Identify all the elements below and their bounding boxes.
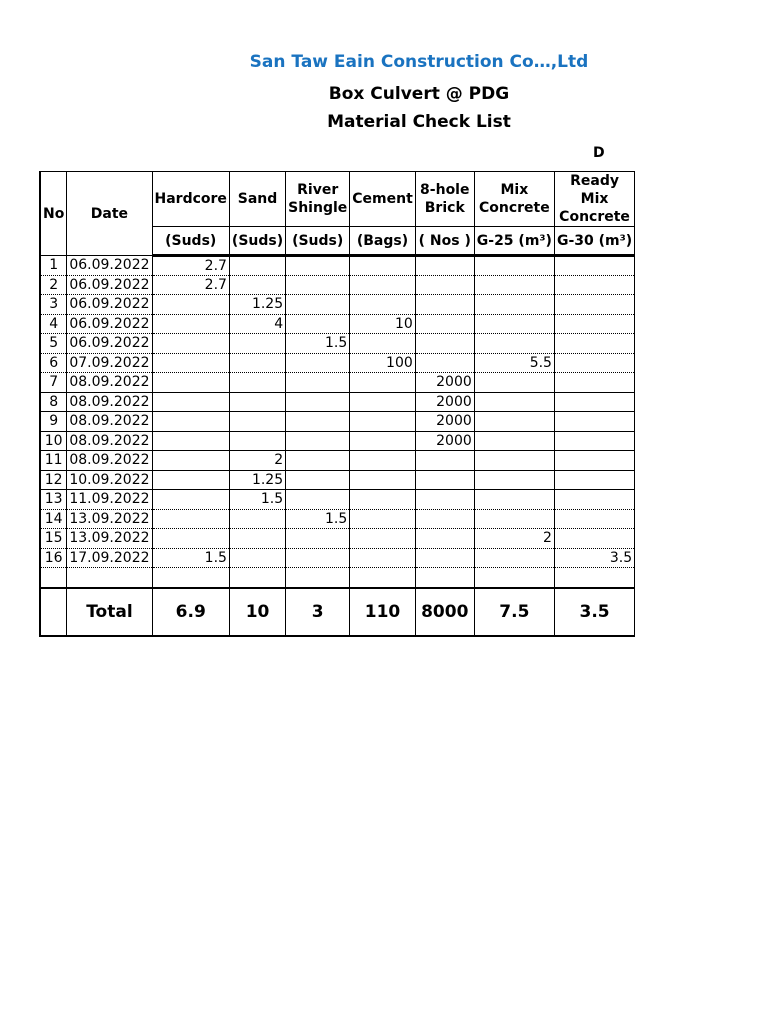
row-mix-concrete: [474, 295, 554, 315]
row-sand: [229, 373, 285, 393]
unit-river-shingle: (Suds): [286, 227, 350, 256]
row-mix-concrete: [474, 470, 554, 490]
unit-sand: (Suds): [229, 227, 285, 256]
header-cement: Cement: [350, 172, 416, 227]
row-river-shingle: [286, 353, 350, 373]
unit-ready-mix: G-30 (m³): [554, 227, 634, 256]
row-date: 11.09.2022: [67, 490, 152, 510]
row-river-shingle: [286, 470, 350, 490]
row-no: 9: [40, 412, 67, 432]
row-ready-mix: [554, 451, 634, 471]
row-mix-concrete: [474, 490, 554, 510]
row-date: 13.09.2022: [67, 529, 152, 549]
row-cement: [350, 529, 416, 549]
row-sand: [229, 509, 285, 529]
total-brick: 8000: [415, 588, 474, 636]
table-row: [40, 412, 635, 432]
row-ready-mix: [554, 529, 634, 549]
row-brick: 2000: [415, 431, 474, 451]
row-cement: [350, 275, 416, 295]
document-subtitle: Material Check List: [327, 112, 511, 132]
row-ready-mix: [554, 334, 634, 354]
row-mix-concrete: [474, 334, 554, 354]
row-river-shingle: [286, 548, 350, 568]
row-cement: [350, 451, 416, 471]
table-row: [40, 470, 635, 490]
row-date: 10.09.2022: [67, 470, 152, 490]
row-brick: 2000: [415, 392, 474, 412]
row-hardcore: [152, 353, 229, 373]
row-ready-mix: [554, 314, 634, 334]
row-cement: [350, 295, 416, 315]
row-cement: [350, 470, 416, 490]
row-brick: [415, 509, 474, 529]
row-no: 2: [40, 275, 67, 295]
row-sand: 2: [229, 451, 285, 471]
row-brick: [415, 529, 474, 549]
row-date: 06.09.2022: [67, 275, 152, 295]
table-row: [40, 392, 635, 412]
row-cement: [350, 509, 416, 529]
row-cement: 100: [350, 353, 416, 373]
row-hardcore: 2.7: [152, 275, 229, 295]
row-mix-concrete: [474, 412, 554, 432]
table-row: [40, 256, 635, 276]
row-date: 06.09.2022: [67, 295, 152, 315]
row-ready-mix: [554, 275, 634, 295]
table-row: [40, 568, 635, 589]
row-sand: [229, 412, 285, 432]
document-title: Box Culvert @ PDG: [328, 84, 510, 104]
row-river-shingle: 1.5: [286, 509, 350, 529]
row-hardcore: [152, 568, 229, 589]
total-label: Total: [67, 588, 152, 636]
row-hardcore: 1.5: [152, 548, 229, 568]
table-row: [40, 509, 635, 529]
row-date: 07.09.2022: [67, 353, 152, 373]
table-row: [40, 275, 635, 295]
row-no: 15: [40, 529, 67, 549]
row-river-shingle: [286, 451, 350, 471]
table-row: [40, 431, 635, 451]
row-date: 17.09.2022: [67, 548, 152, 568]
row-ready-mix: [554, 353, 634, 373]
row-mix-concrete: [474, 548, 554, 568]
row-ready-mix: [554, 470, 634, 490]
row-sand: 1.5: [229, 490, 285, 510]
row-river-shingle: [286, 314, 350, 334]
table-row: [40, 373, 635, 393]
table-row: [40, 548, 635, 568]
header-ready-mix: Ready Mix Concrete: [554, 172, 634, 227]
row-brick: 2000: [415, 373, 474, 393]
row-brick: 2000: [415, 412, 474, 432]
row-brick: [415, 568, 474, 589]
row-no: 12: [40, 470, 67, 490]
row-no: [40, 568, 67, 589]
row-mix-concrete: 5.5: [474, 353, 554, 373]
header-mix-concrete: Mix Concrete: [474, 172, 554, 227]
row-ready-mix: [554, 490, 634, 510]
row-hardcore: [152, 529, 229, 549]
row-cement: [350, 490, 416, 510]
table-row: [40, 353, 635, 373]
row-no: 14: [40, 509, 67, 529]
header-river-shingle: River Shingle: [286, 172, 350, 227]
row-mix-concrete: [474, 431, 554, 451]
total-cement: 110: [350, 588, 416, 636]
row-ready-mix: [554, 295, 634, 315]
row-cement: [350, 568, 416, 589]
row-no: 6: [40, 353, 67, 373]
table-row: [40, 451, 635, 471]
row-date: 08.09.2022: [67, 392, 152, 412]
row-date: 08.09.2022: [67, 451, 152, 471]
row-river-shingle: [286, 392, 350, 412]
row-date: 06.09.2022: [67, 314, 152, 334]
row-cement: [350, 431, 416, 451]
row-cement: [350, 334, 416, 354]
row-ready-mix: 3.5: [554, 548, 634, 568]
row-ready-mix: [554, 392, 634, 412]
unit-cement: (Bags): [350, 227, 416, 256]
row-mix-concrete: 2: [474, 529, 554, 549]
row-sand: [229, 568, 285, 589]
total-river-shingle: 3: [286, 588, 350, 636]
row-brick: [415, 470, 474, 490]
row-date: 13.09.2022: [67, 509, 152, 529]
row-cement: [350, 412, 416, 432]
row-no: 1: [40, 256, 67, 276]
material-check-table: [39, 171, 635, 637]
row-mix-concrete: [474, 256, 554, 276]
row-hardcore: [152, 373, 229, 393]
row-river-shingle: [286, 295, 350, 315]
row-ready-mix: [554, 431, 634, 451]
row-river-shingle: [286, 490, 350, 510]
row-hardcore: [152, 314, 229, 334]
row-hardcore: [152, 451, 229, 471]
row-hardcore: 2.7: [152, 256, 229, 276]
row-ready-mix: [554, 568, 634, 589]
row-date: 06.09.2022: [67, 256, 152, 276]
row-date: [67, 568, 152, 589]
row-river-shingle: [286, 256, 350, 276]
row-sand: [229, 353, 285, 373]
row-mix-concrete: [474, 568, 554, 589]
unit-mix-concrete: G-25 (m³): [474, 227, 554, 256]
row-mix-concrete: [474, 509, 554, 529]
row-no: 10: [40, 431, 67, 451]
row-brick: [415, 490, 474, 510]
table-row: [40, 295, 635, 315]
row-river-shingle: [286, 412, 350, 432]
row-no: 3: [40, 295, 67, 315]
row-ready-mix: [554, 256, 634, 276]
header-no: No: [40, 172, 67, 256]
row-mix-concrete: [474, 392, 554, 412]
row-river-shingle: [286, 529, 350, 549]
row-sand: [229, 256, 285, 276]
unit-brick: ( Nos ): [415, 227, 474, 256]
row-sand: [229, 431, 285, 451]
total-mix-concrete: 7.5: [474, 588, 554, 636]
table-row: [40, 334, 635, 354]
row-hardcore: [152, 412, 229, 432]
company-name: San Taw Eain Construction Co…,Ltd: [249, 52, 589, 72]
row-ready-mix: [554, 373, 634, 393]
row-sand: [229, 275, 285, 295]
row-brick: [415, 256, 474, 276]
row-hardcore: [152, 295, 229, 315]
row-no: 8: [40, 392, 67, 412]
row-hardcore: [152, 392, 229, 412]
row-river-shingle: [286, 373, 350, 393]
row-cement: [350, 548, 416, 568]
row-river-shingle: 1.5: [286, 334, 350, 354]
row-sand: [229, 334, 285, 354]
row-hardcore: [152, 490, 229, 510]
row-cement: 10: [350, 314, 416, 334]
row-sand: [229, 529, 285, 549]
row-cement: [350, 373, 416, 393]
header-hardcore: Hardcore: [152, 172, 229, 227]
row-date: 06.09.2022: [67, 334, 152, 354]
row-no: 7: [40, 373, 67, 393]
row-ready-mix: [554, 412, 634, 432]
header-brick: 8-hole Brick: [415, 172, 474, 227]
row-brick: [415, 275, 474, 295]
total-ready-mix: 3.5: [554, 588, 634, 636]
total-blank: [40, 588, 67, 636]
row-sand: 4: [229, 314, 285, 334]
row-date: 08.09.2022: [67, 431, 152, 451]
row-river-shingle: [286, 431, 350, 451]
column-marker: D: [593, 145, 605, 161]
total-hardcore: 6.9: [152, 588, 229, 636]
header-sand: Sand: [229, 172, 285, 227]
table-row: [40, 490, 635, 510]
total-sand: 10: [229, 588, 285, 636]
row-sand: 1.25: [229, 470, 285, 490]
row-hardcore: [152, 470, 229, 490]
row-no: 16: [40, 548, 67, 568]
row-mix-concrete: [474, 314, 554, 334]
row-brick: [415, 314, 474, 334]
row-no: 4: [40, 314, 67, 334]
header-date: Date: [67, 172, 152, 256]
row-sand: [229, 548, 285, 568]
row-brick: [415, 451, 474, 471]
unit-hardcore: (Suds): [152, 227, 229, 256]
row-sand: 1.25: [229, 295, 285, 315]
row-ready-mix: [554, 509, 634, 529]
row-no: 5: [40, 334, 67, 354]
table-row: [40, 314, 635, 334]
row-mix-concrete: [474, 451, 554, 471]
row-cement: [350, 256, 416, 276]
row-brick: [415, 334, 474, 354]
row-mix-concrete: [474, 275, 554, 295]
row-hardcore: [152, 334, 229, 354]
row-date: 08.09.2022: [67, 373, 152, 393]
row-mix-concrete: [474, 373, 554, 393]
row-hardcore: [152, 431, 229, 451]
row-brick: [415, 353, 474, 373]
row-date: 08.09.2022: [67, 412, 152, 432]
row-no: 11: [40, 451, 67, 471]
row-river-shingle: [286, 568, 350, 589]
row-hardcore: [152, 509, 229, 529]
row-cement: [350, 392, 416, 412]
row-river-shingle: [286, 275, 350, 295]
row-no: 13: [40, 490, 67, 510]
table-row: [40, 529, 635, 549]
row-brick: [415, 548, 474, 568]
row-sand: [229, 392, 285, 412]
row-brick: [415, 295, 474, 315]
